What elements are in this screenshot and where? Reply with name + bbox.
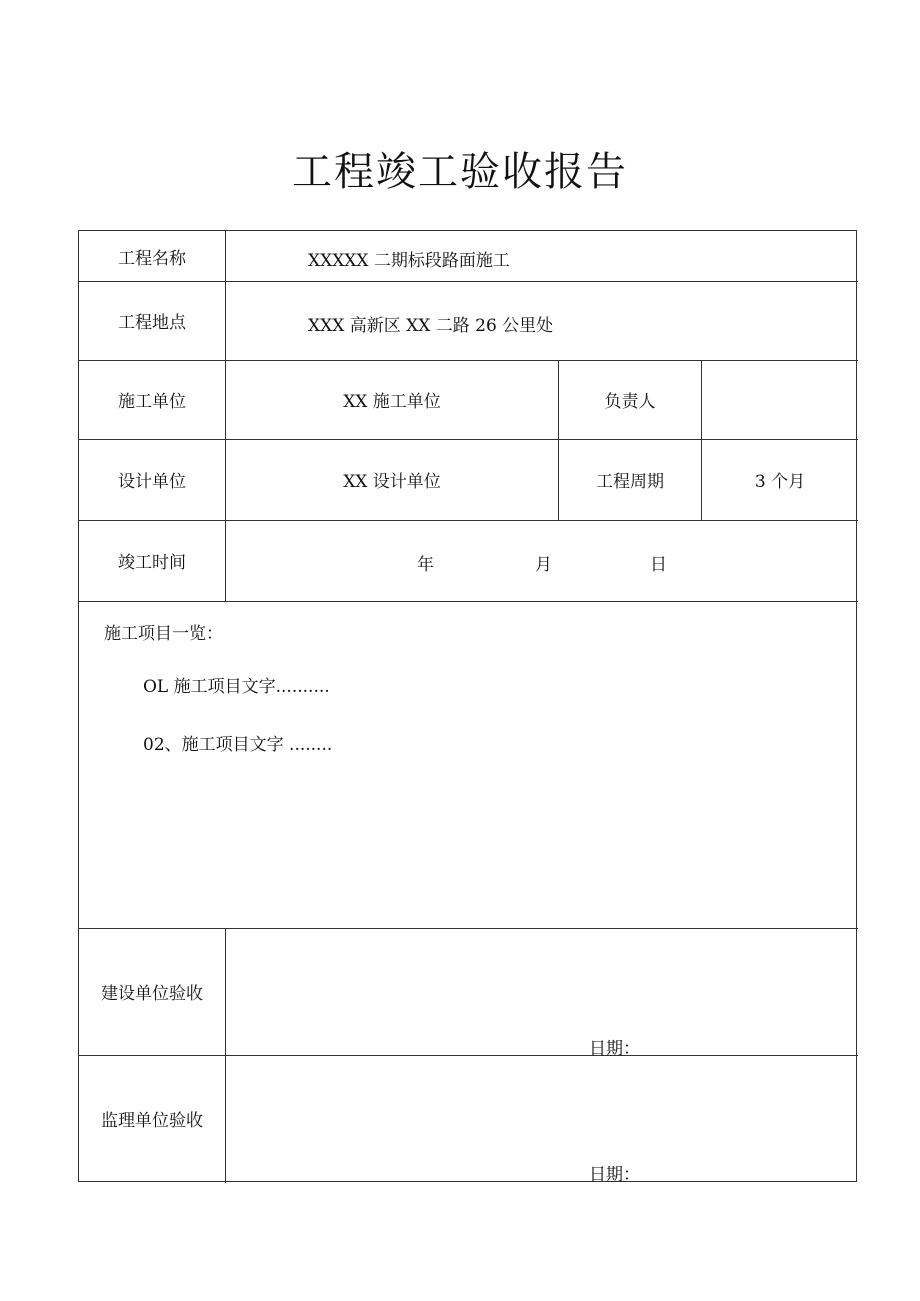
report-table (78, 230, 857, 1185)
list-item: OL 施工项目文字.......... (143, 677, 330, 697)
design-unit-label: 设计单位 (118, 472, 186, 492)
person-in-charge-value (702, 360, 858, 439)
design-unit-value: XX 设计单位 (343, 472, 441, 492)
items-heading: 施工项目一览： (104, 624, 223, 644)
project-location-label: 工程地点 (118, 313, 186, 333)
list-item: 02、施工项目文字 ........ (143, 735, 333, 755)
project-name-label: 工程名称 (118, 248, 186, 269)
column-divider (225, 928, 226, 1183)
page-title: 工程竣工验收报告 (292, 149, 628, 195)
project-period-value: 3 个月 (754, 472, 806, 492)
completion-year: 年 (417, 555, 434, 575)
construction-unit-value: XX 施工单位 (343, 392, 441, 412)
project-location-value: XXX 高新区 XX 二路 26 公里处 (308, 316, 554, 336)
completion-month: 月 (535, 555, 552, 575)
row-divider (79, 601, 858, 602)
person-in-charge-label: 负责人 (604, 392, 656, 412)
supervisor-acceptance-label: 监理单位验收 (101, 1111, 203, 1131)
project-name-value: XXXXX 二期标段路面施工 (308, 251, 510, 271)
owner-acceptance-label: 建设单位验收 (101, 984, 203, 1004)
completion-day: 日 (650, 555, 667, 575)
construction-unit-label: 施工单位 (118, 392, 186, 412)
project-period-label: 工程周期 (596, 472, 664, 492)
supervisor-acceptance-date: 日期： (589, 1165, 640, 1185)
owner-acceptance-date: 日期： (589, 1039, 640, 1059)
completion-time-label: 竣工时间 (118, 553, 186, 573)
